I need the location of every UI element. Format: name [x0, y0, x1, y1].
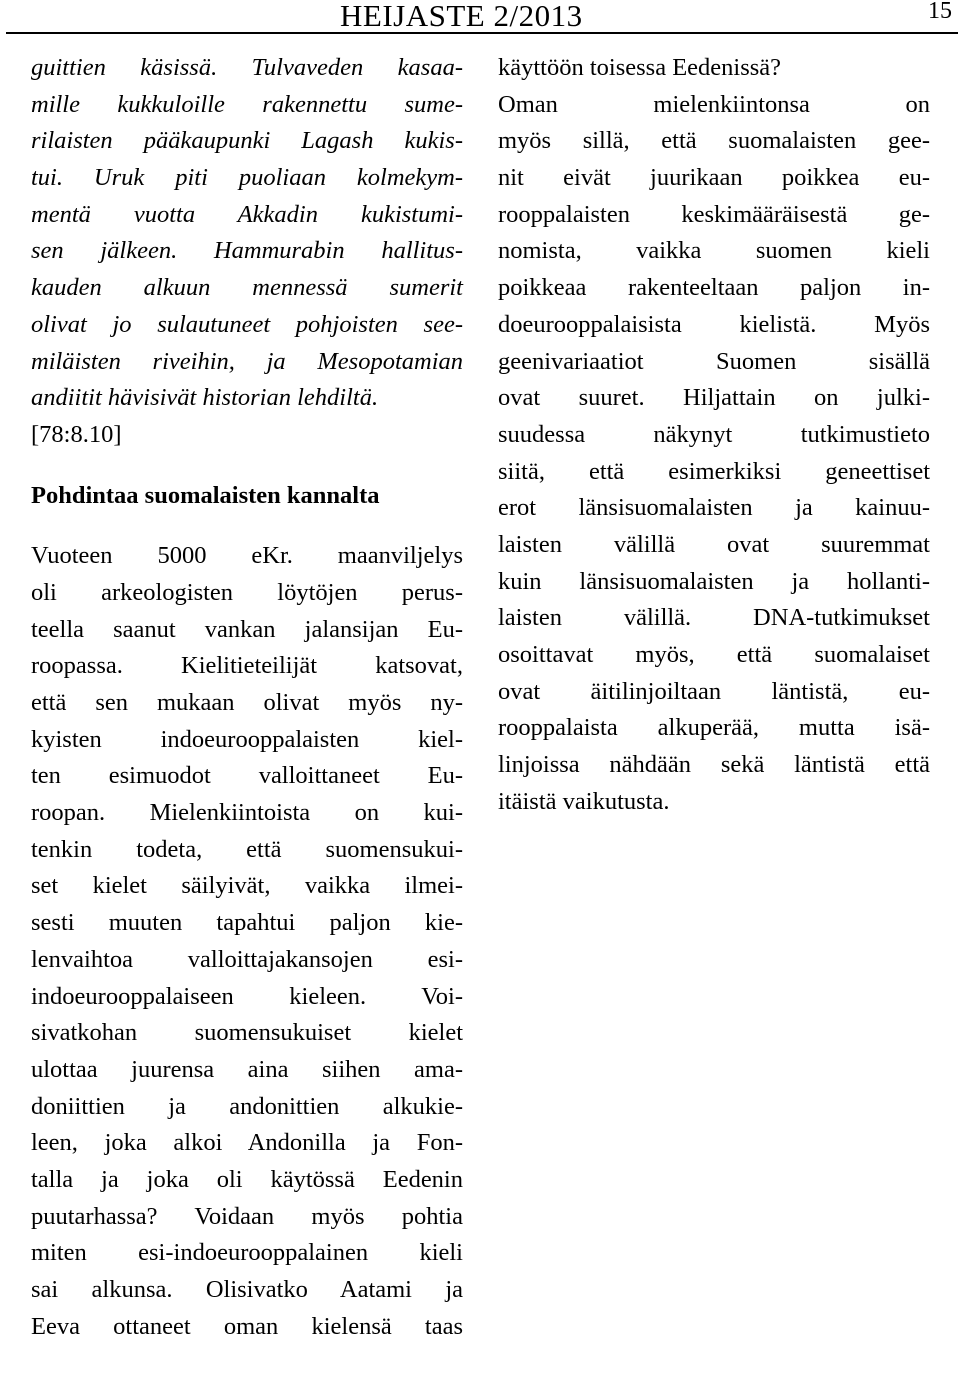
text-line: olivat jo sulautuneet pohjoisten see-	[31, 310, 463, 338]
text-line: osoittavat myös, että suomalaiset	[498, 641, 930, 668]
text-line: ten esimuodot valloittaneet Eu-	[31, 762, 463, 790]
text-line: andiitit hävisivät historian lehdiltä.	[31, 384, 379, 412]
page-number: 15	[928, 0, 952, 24]
text-line: sai alkunsa. Olisivatko Aatami ja	[31, 1276, 463, 1303]
text-line: sen jälkeen. Hammurabin hallitus-	[31, 237, 463, 265]
text-line: suudessa näkynyt tutkimustieto	[498, 420, 930, 448]
text-line: itäistä vaikutusta.	[498, 787, 670, 815]
paragraph-gap	[31, 454, 463, 478]
text-line: laisten välillä. DNA-tutkimukset	[498, 604, 930, 632]
text-line: miten esi-indoeurooppalainen kieli	[31, 1239, 463, 1267]
text-line: leen, joka alkoi Andonilla ja Fon-	[31, 1129, 463, 1157]
citation-reference: [78:8.10]	[31, 420, 122, 448]
text-line: oli arkeologisten löytöjen perus-	[31, 578, 463, 606]
text-line: myös sillä, että suomalaisten gee-	[498, 127, 930, 155]
text-line: laisten välillä ovat suuremmat	[498, 530, 930, 558]
text-line: nomista, vaikka suomen kieli	[498, 237, 930, 265]
text-line: set kielet säilyivät, vaikka ilmei-	[31, 872, 463, 900]
text-line: talla ja joka oli käytössä Eedenin	[31, 1165, 463, 1193]
text-line: kyisten indoeurooppalaisten kiel-	[31, 725, 463, 753]
text-line: kuin länsisuomalaisten ja hollanti-	[498, 567, 930, 595]
text-line: ulottaa juurensa aina siihen ama-	[31, 1055, 463, 1083]
text-line: kauden alkuun mennessä sumerit	[31, 274, 463, 302]
text-line: linjoissa nähdään sekä läntistä että	[498, 751, 930, 779]
text-line: doniittien ja andonittien alkukie-	[31, 1092, 463, 1120]
text-line: lenvaihtoa valloittajakansojen esi-	[31, 945, 463, 973]
text-line: guittien käsissä. Tulvaveden kasaa-	[31, 54, 463, 81]
text-line: rooppalaista alkuperää, mutta isä-	[498, 714, 930, 742]
text-line: tenkin todeta, että suomensukui-	[31, 835, 463, 863]
text-line: käyttöön toisessa Eedenissä?	[498, 54, 782, 81]
text-line: roopan. Mielenkiintoista on kui-	[31, 799, 463, 827]
text-line: mentä vuotta Akkadin kukistumi-	[31, 200, 463, 228]
text-line: sesti muuten tapahtui paljon kie-	[31, 909, 463, 937]
paragraph-gap	[31, 514, 463, 538]
text-line: sivatkohan suomensukuiset kielet	[31, 1019, 463, 1047]
text-line: siitä, että esimerkiksi geneettiset	[498, 457, 930, 485]
text-line: tui. Uruk piti puoliaan kolmekym-	[31, 164, 463, 192]
text-line: nit eivät juurikaan poikkea eu-	[498, 164, 930, 192]
text-line: miläisten riveihin, ja Mesopotamian	[31, 347, 463, 375]
left-column	[31, 50, 463, 1345]
magazine-title: HEIJASTE 2/2013	[340, 0, 583, 33]
text-line: että sen mukaan olivat myös ny-	[31, 689, 463, 716]
text-line: poikkeaa rakenteeltaan paljon in-	[498, 274, 930, 302]
text-line: ovat suuret. Hiljattain on julki-	[498, 384, 930, 412]
text-line: geenivariaatiot Suomen sisällä	[498, 347, 930, 375]
text-line: Vuoteen 5000 eKr. maanviljelys	[31, 542, 463, 570]
text-line: Eeva ottaneet oman kielensä taas	[31, 1312, 463, 1340]
text-line: indoeurooppalaiseen kieleen. Voi-	[31, 982, 463, 1010]
text-line: erot länsisuomalaisten ja kainuu-	[498, 494, 930, 522]
header-divider	[6, 32, 958, 34]
text-line: ovat äitilinjoiltaan läntistä, eu-	[498, 677, 930, 705]
text-line: rooppalaisten keskimääräisestä ge-	[498, 200, 930, 228]
section-heading: Pohdintaa suomalaisten kannalta	[31, 481, 380, 509]
text-line: teella saanut vankan jalansijan Eu-	[31, 615, 463, 643]
text-line: doeurooppalaisista kielistä. Myös	[498, 310, 930, 338]
text-line: puutarhassa? Voidaan myös pohtia	[31, 1202, 463, 1230]
text-line: rilaisten pääkaupunki Lagash kukis-	[31, 127, 463, 155]
right-column	[498, 50, 930, 820]
page-header	[0, 0, 960, 34]
text-line: mille kukkuloille rakennettu sume-	[31, 90, 463, 118]
text-line: Oman mielenkiintonsa on	[498, 90, 930, 118]
text-line: roopassa. Kielitieteilijät katsovat,	[31, 652, 463, 680]
